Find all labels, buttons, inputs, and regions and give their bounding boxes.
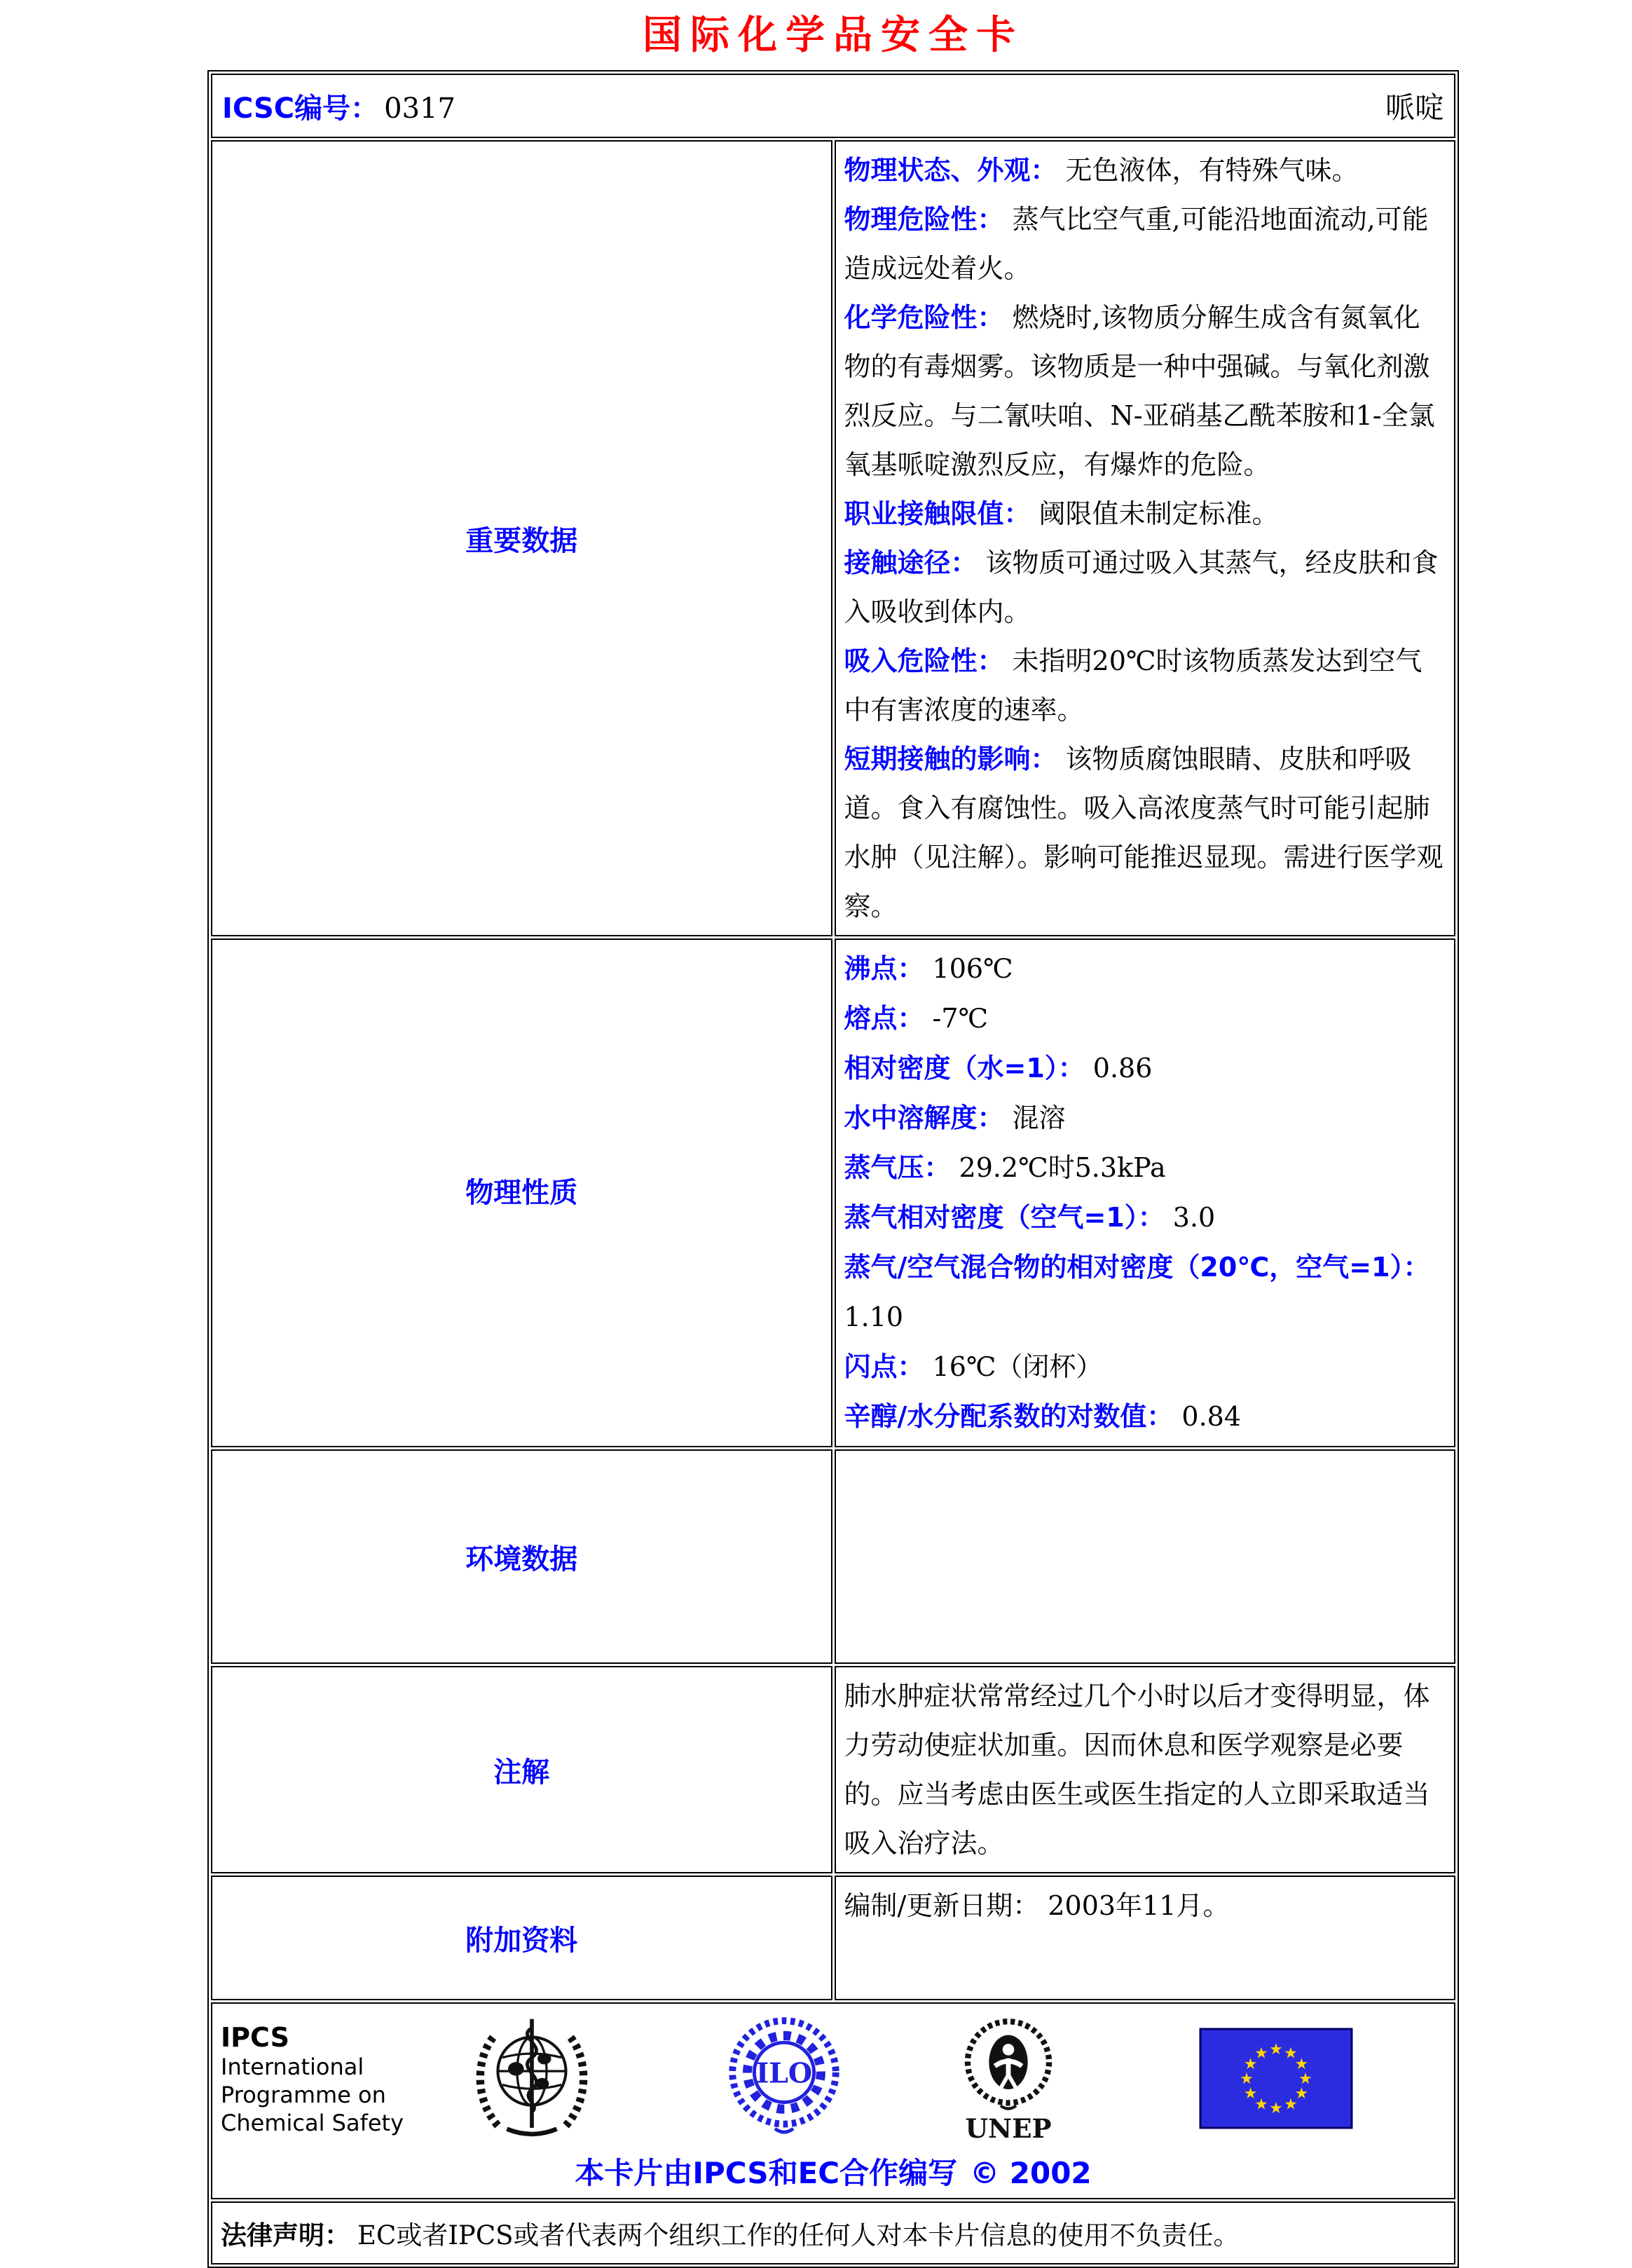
ilo-logo-icon (714, 2015, 854, 2138)
property-item (844, 994, 1446, 1044)
property-item (844, 1243, 1446, 1342)
svg-text:★: ★ (1284, 2044, 1298, 2063)
item-label: 闪点： (844, 1351, 924, 1382)
item-text: 无色液体，有特殊气味。 (1065, 155, 1359, 186)
ipcs-text-block (221, 2022, 404, 2137)
item-label: 物理状态、外观： (844, 155, 1057, 186)
item-text: 0.86 (1092, 1053, 1153, 1084)
item-text: 该物质可通过吸入其蒸气，经皮肤和食入吸收到体内。 (844, 547, 1439, 627)
property-item (844, 1093, 1446, 1143)
property-item (844, 1392, 1446, 1442)
svg-text:★: ★ (1254, 2044, 1268, 2063)
notes-row (211, 1666, 1455, 1873)
item-label: 接触途径： (844, 547, 978, 578)
item-label: 吸入危险性： (844, 645, 1004, 676)
section-label-important-data: 重要数据 (211, 140, 832, 936)
item-text: 0.84 (1181, 1401, 1241, 1432)
notes-content (835, 1666, 1456, 1873)
legal-row (211, 2201, 1455, 2264)
item-label: 沸点： (844, 953, 924, 984)
ipcs-title: IPCS (221, 2022, 289, 2053)
property-item (844, 1193, 1446, 1243)
property-item (844, 1143, 1446, 1193)
additional-info-text: 编制/更新日期： 2003年11月。 (844, 1890, 1230, 1921)
important-data-content (835, 140, 1456, 936)
credit-line (212, 2150, 1454, 2192)
property-item (844, 944, 1446, 994)
svg-text:★: ★ (1294, 2056, 1309, 2073)
item-text: 106℃ (932, 953, 1013, 984)
legal-text: EC或者IPCS或者代表两个组织工作的任何人对本卡片信息的使用不负责任。 (357, 2220, 1240, 2250)
item-text: 该物质腐蚀眼睛、皮肤和呼吸道。食入有腐蚀性。吸入高浓度蒸气时可能引起肺水肿（见注解）。影响可能推迟显现。需进行医学观察。 (844, 744, 1444, 922)
data-item (844, 636, 1446, 735)
icsc-table (207, 70, 1459, 2268)
property-item (844, 1044, 1446, 1093)
data-item (844, 293, 1446, 489)
section-label-physical-properties: 物理性质 (211, 938, 832, 1447)
svg-text:★: ★ (1254, 2096, 1268, 2114)
icsc-header-cell (211, 74, 1455, 138)
notes-text: 肺水肿症状常常经过几个小时以后才变得明显，体力劳动使症状加重。因而休息和医学观察是必要的。应当考虑由医生或医生指定的人立即采取适当吸入治疗法。 (844, 1681, 1430, 1859)
svg-text:★: ★ (1269, 2100, 1283, 2117)
svg-text:★: ★ (1240, 2070, 1254, 2088)
data-item (844, 538, 1446, 636)
legal-label: 法律声明： (221, 2220, 350, 2250)
item-text: 未指明20℃时该物质蒸发达到空气中有害浓度的速率。 (844, 645, 1422, 725)
property-item (844, 1342, 1446, 1392)
icsc-card-page (207, 4, 1459, 2268)
icsc-number-value: 0317 (384, 92, 455, 125)
section-label-notes: 注解 (211, 1666, 832, 1873)
eu-flag-icon (1199, 2028, 1353, 2132)
item-text: 阈限值未制定标准。 (1038, 498, 1279, 529)
ipcs-subtitle-line: Chemical Safety (221, 2110, 404, 2136)
section-label-environmental-data: 环境数据 (211, 1449, 832, 1664)
logos-row (211, 2002, 1455, 2199)
item-text: -7℃ (932, 1003, 989, 1034)
ipcs-subtitle-line: Programme on (221, 2082, 386, 2108)
svg-text:★: ★ (1243, 2085, 1258, 2103)
item-text: 3.0 (1172, 1202, 1216, 1233)
item-label: 蒸气压： (844, 1152, 951, 1183)
ilo-logo-label: ILO (755, 2057, 813, 2090)
item-label: 熔点： (844, 1003, 924, 1034)
item-text: 蒸气比空气重,可能沿地面流动,可能造成远处着火。 (844, 204, 1429, 284)
section-label-additional-info: 附加资料 (211, 1876, 832, 2000)
item-label: 相对密度（水=1）： (844, 1053, 1085, 1084)
data-item (844, 195, 1446, 293)
item-label: 短期接触的影响： (844, 744, 1057, 774)
item-text: 混溶 (1012, 1102, 1066, 1133)
environmental-data-row (211, 1449, 1455, 1664)
icsc-number-group (222, 86, 455, 126)
physical-properties-row (211, 938, 1455, 1447)
svg-text:★: ★ (1298, 2070, 1312, 2088)
item-text: 燃烧时,该物质分解生成含有氮氧化物的有毒烟雾。该物质是一种中强碱。与氧化剂激烈反应。与二氰呋咱、N-亚硝基乙酰苯胺和1-全氯氧基哌啶激烈反应，有爆炸的危险。 (844, 302, 1435, 480)
icsc-header-row (211, 74, 1455, 138)
item-label: 蒸气/空气混合物的相对密度（20℃，空气=1）： (844, 1252, 1430, 1283)
svg-text:★: ★ (1284, 2096, 1298, 2114)
item-label: 物理危险性： (844, 204, 1004, 235)
svg-text:★: ★ (1243, 2056, 1258, 2073)
data-item (844, 489, 1446, 538)
svg-text:★: ★ (1294, 2085, 1309, 2103)
unep-logo-label: UNEP (965, 2113, 1052, 2145)
additional-info-row (211, 1876, 1455, 2000)
item-label: 辛醇/水分配系数的对数值： (844, 1401, 1174, 1432)
svg-text:★: ★ (1269, 2041, 1283, 2058)
item-label: 化学危险性： (844, 302, 1004, 333)
legal-cell (211, 2201, 1455, 2264)
additional-info-content (835, 1876, 1456, 2000)
environmental-data-content (835, 1449, 1456, 1664)
credit-text: 本卡片由IPCS和EC合作编写 (575, 2156, 958, 2190)
ipcs-subtitle-line: International (221, 2054, 364, 2080)
important-data-row (211, 140, 1455, 936)
who-logo-icon (462, 2012, 602, 2140)
item-label: 蒸气相对密度（空气=1）： (844, 1202, 1165, 1233)
logos-cell (211, 2002, 1455, 2199)
unep-logo-icon (955, 2014, 1062, 2147)
item-text: 16℃（闭杯） (932, 1351, 1103, 1382)
chemical-name: 哌啶 (1385, 90, 1444, 125)
item-text: 29.2℃时5.3kPa (959, 1152, 1166, 1183)
copyright-text: © 2002 (970, 2156, 1092, 2190)
data-item (844, 146, 1446, 195)
item-label: 水中溶解度： (844, 1102, 1004, 1133)
physical-properties-content (835, 938, 1456, 1447)
item-label: 职业接触限值： (844, 498, 1031, 529)
item-text: 1.10 (844, 1302, 904, 1332)
data-item (844, 735, 1446, 931)
page-title: 国际化学品安全卡 (643, 13, 1024, 58)
icsc-number-label: ICSC编号： (222, 92, 379, 125)
